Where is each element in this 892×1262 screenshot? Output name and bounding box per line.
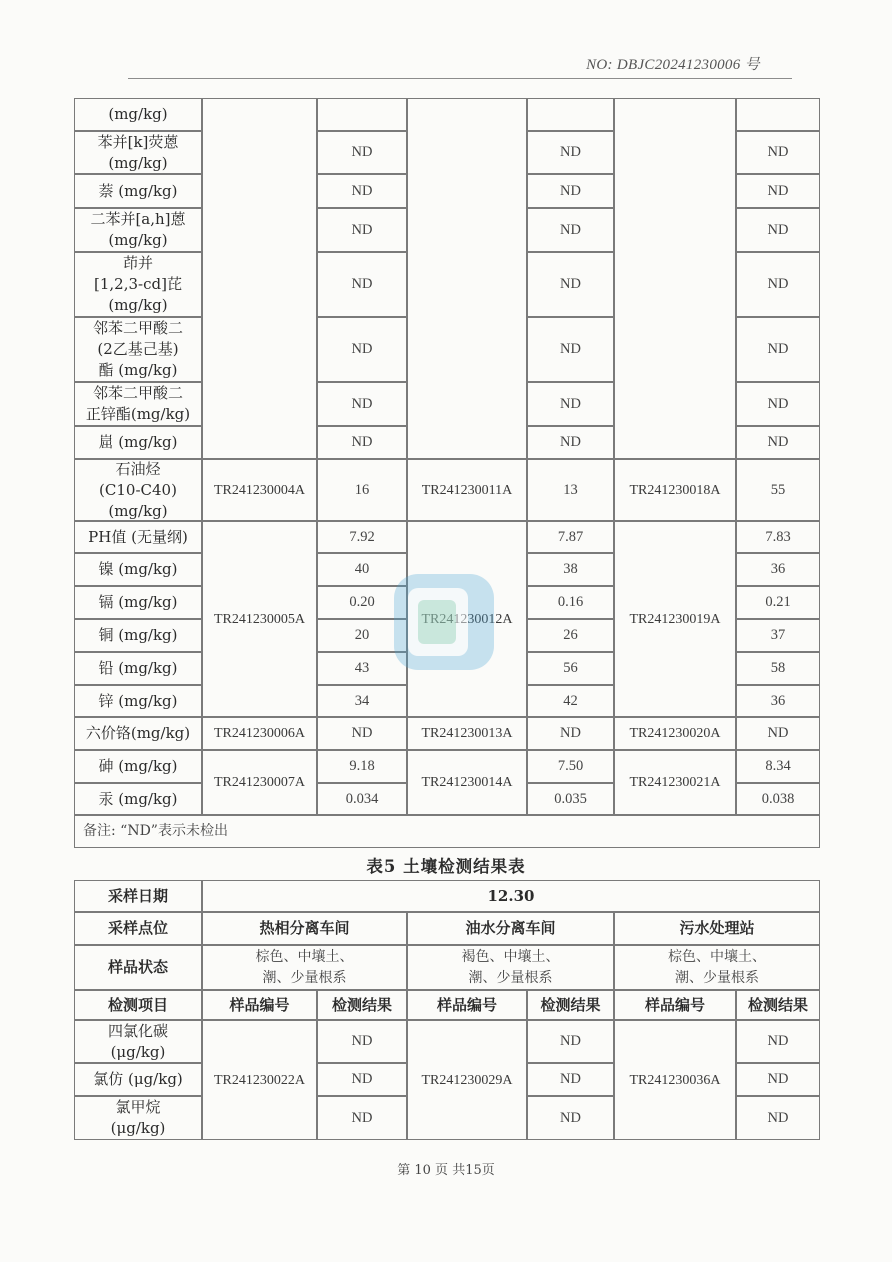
sample-id-header: 样品编号 xyxy=(202,990,317,1020)
result-value: 36 xyxy=(736,685,820,717)
sample-id-merged-empty xyxy=(202,98,317,459)
item-label: 萘 (mg/kg) xyxy=(74,174,202,208)
item-label: 氯甲烷 (μg/kg) xyxy=(74,1096,202,1140)
result-value: ND xyxy=(736,252,820,317)
item-label: PH值 (无量纲) xyxy=(74,521,202,553)
result-value: 38 xyxy=(527,553,614,586)
result-value: ND xyxy=(736,1096,820,1140)
result-value: ND xyxy=(736,174,820,208)
result-value: ND xyxy=(527,252,614,317)
table5-title: 表5 土壤检测结果表 xyxy=(366,857,526,876)
result-value: 26 xyxy=(527,619,614,652)
result-value: 37 xyxy=(736,619,820,652)
result-value: 56 xyxy=(527,652,614,685)
result-value: ND xyxy=(527,174,614,208)
result-value: ND xyxy=(317,317,407,382)
result-value: 7.87 xyxy=(527,521,614,553)
result-value: 0.21 xyxy=(736,586,820,619)
item-label: 锌 (mg/kg) xyxy=(74,685,202,717)
item-label: 镍 (mg/kg) xyxy=(74,553,202,586)
result-value: ND xyxy=(527,717,614,750)
sample-state: 棕色、中壤土、 潮、少量根系 xyxy=(202,945,407,990)
result-value: ND xyxy=(736,131,820,174)
result-value: 9.18 xyxy=(317,750,407,783)
sampling-site-label: 采样点位 xyxy=(74,912,202,945)
result-header: 检测结果 xyxy=(317,990,407,1020)
result-value: ND xyxy=(317,208,407,252)
sample-id: TR241230021A xyxy=(614,750,736,815)
sampling-site: 热相分离车间 xyxy=(202,912,407,945)
result-value: ND xyxy=(317,1020,407,1063)
sample-id-merged-empty xyxy=(614,98,736,459)
result-value: 0.038 xyxy=(736,783,820,815)
header-rule xyxy=(128,78,792,79)
sampling-date-value: 12.30 xyxy=(202,880,820,912)
test-item-header: 检测项目 xyxy=(74,990,202,1020)
result-value: ND xyxy=(736,317,820,382)
result-value: ND xyxy=(736,717,820,750)
item-label: 铜 (mg/kg) xyxy=(74,619,202,652)
sample-id: TR241230014A xyxy=(407,750,527,815)
sample-id: TR241230011A xyxy=(407,459,527,521)
result-value xyxy=(527,98,614,131)
item-label: 苯并[k]荧蒽 (mg/kg) xyxy=(74,131,202,174)
result-value: 34 xyxy=(317,685,407,717)
sample-id: TR241230012A xyxy=(407,521,527,717)
result-value: ND xyxy=(527,1063,614,1096)
sample-id: TR241230004A xyxy=(202,459,317,521)
result-value: ND xyxy=(736,1063,820,1096)
item-label: 四氯化碳 (μg/kg) xyxy=(74,1020,202,1063)
result-value: 42 xyxy=(527,685,614,717)
sampling-site: 污水处理站 xyxy=(614,912,820,945)
item-label: 邻苯二甲酸二 正锌酯(mg/kg) xyxy=(74,382,202,426)
item-label: 茚并 [1,2,3-cd]芘 (mg/kg) xyxy=(74,252,202,317)
result-value: 0.20 xyxy=(317,586,407,619)
result-value: ND xyxy=(317,717,407,750)
result-value: 7.83 xyxy=(736,521,820,553)
result-value: ND xyxy=(317,1063,407,1096)
result-value: 58 xyxy=(736,652,820,685)
sample-id: TR241230022A xyxy=(202,1020,317,1140)
sample-id: TR241230006A xyxy=(202,717,317,750)
sample-id: TR241230007A xyxy=(202,750,317,815)
sampling-site: 油水分离车间 xyxy=(407,912,614,945)
sample-id: TR241230019A xyxy=(614,521,736,717)
result-value xyxy=(736,98,820,131)
item-label: 铅 (mg/kg) xyxy=(74,652,202,685)
result-value: 7.50 xyxy=(527,750,614,783)
sample-id: TR241230005A xyxy=(202,521,317,717)
result-value: ND xyxy=(527,1096,614,1140)
document-number: NO: DBJC20241230006 号 xyxy=(586,57,760,73)
sample-state: 棕色、中壤土、 潮、少量根系 xyxy=(614,945,820,990)
result-value: 43 xyxy=(317,652,407,685)
item-label: 崫 (mg/kg) xyxy=(74,426,202,459)
sample-state: 褐色、中壤土、 潮、少量根系 xyxy=(407,945,614,990)
result-value: 36 xyxy=(736,553,820,586)
result-value: ND xyxy=(527,426,614,459)
item-label: 氯仿 (μg/kg) xyxy=(74,1063,202,1096)
item-label: (mg/kg) xyxy=(74,98,202,131)
result-value: ND xyxy=(527,382,614,426)
result-value: 20 xyxy=(317,619,407,652)
result-value: 8.34 xyxy=(736,750,820,783)
result-value: ND xyxy=(317,426,407,459)
result-value: ND xyxy=(317,174,407,208)
sample-id: TR241230036A xyxy=(614,1020,736,1140)
item-label: 六价铬(mg/kg) xyxy=(74,717,202,750)
result-value: ND xyxy=(317,382,407,426)
result-value xyxy=(317,98,407,131)
page-footer: 第 10 页 共15页 xyxy=(397,1163,495,1178)
result-value: 40 xyxy=(317,553,407,586)
result-value: ND xyxy=(317,1096,407,1140)
table-note: 备注: “ND”表示未检出 xyxy=(74,815,820,848)
result-value: 55 xyxy=(736,459,820,521)
sample-id-merged-empty xyxy=(407,98,527,459)
result-value: ND xyxy=(527,317,614,382)
result-value: 16 xyxy=(317,459,407,521)
sample-state-label: 样品状态 xyxy=(74,945,202,990)
result-header: 检测结果 xyxy=(736,990,820,1020)
result-header: 检测结果 xyxy=(527,990,614,1020)
sample-id: TR241230029A xyxy=(407,1020,527,1140)
result-value: ND xyxy=(736,208,820,252)
result-value: ND xyxy=(736,1020,820,1063)
result-value: 13 xyxy=(527,459,614,521)
result-value: ND xyxy=(736,426,820,459)
result-value: 0.035 xyxy=(527,783,614,815)
item-label: 石油烃 (C10-C40) (mg/kg) xyxy=(74,459,202,521)
result-value: ND xyxy=(527,1020,614,1063)
sample-id-header: 样品编号 xyxy=(407,990,527,1020)
result-value: ND xyxy=(736,382,820,426)
result-value: 7.92 xyxy=(317,521,407,553)
result-value: 0.034 xyxy=(317,783,407,815)
item-label: 镉 (mg/kg) xyxy=(74,586,202,619)
item-label: 汞 (mg/kg) xyxy=(74,783,202,815)
result-value: ND xyxy=(317,252,407,317)
item-label: 邻苯二甲酸二 (2乙基己基) 酯 (mg/kg) xyxy=(74,317,202,382)
result-value: 0.16 xyxy=(527,586,614,619)
result-value: ND xyxy=(527,208,614,252)
sampling-date-label: 采样日期 xyxy=(74,880,202,912)
sample-id: TR241230020A xyxy=(614,717,736,750)
item-label: 砷 (mg/kg) xyxy=(74,750,202,783)
item-label: 二苯并[a,h]蒽 (mg/kg) xyxy=(74,208,202,252)
sample-id: TR241230013A xyxy=(407,717,527,750)
sample-id-header: 样品编号 xyxy=(614,990,736,1020)
result-value: ND xyxy=(317,131,407,174)
sample-id: TR241230018A xyxy=(614,459,736,521)
result-value: ND xyxy=(527,131,614,174)
